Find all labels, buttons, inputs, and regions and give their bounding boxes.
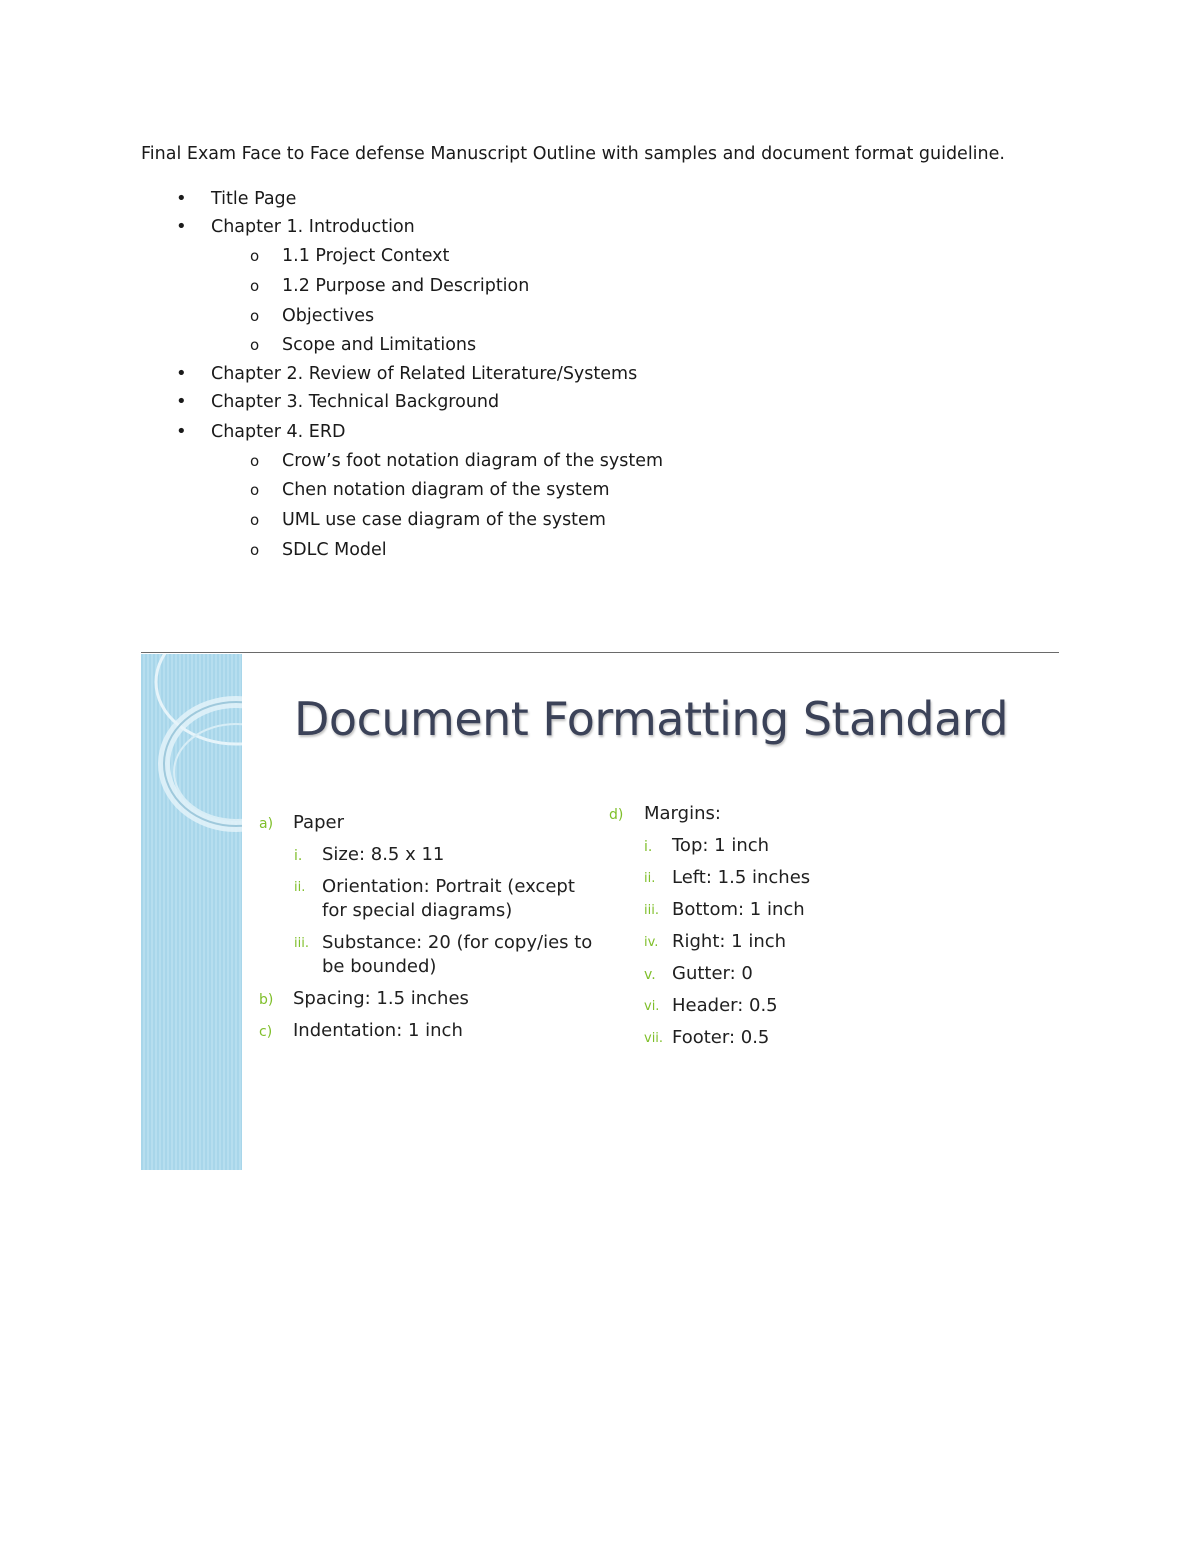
outline-item <box>176 216 415 238</box>
slide-item-label: ii. <box>644 871 656 886</box>
slide-item-label: b) <box>259 992 274 1008</box>
outline-item-text: Chapter 1. Introduction <box>211 217 415 237</box>
slide-item-label: vii. <box>644 1031 664 1046</box>
outline-subitem <box>250 509 606 531</box>
outline-item-text: UML use case diagram of the system <box>282 510 606 530</box>
circle-marker: o <box>250 481 260 499</box>
slide-item-label: iv. <box>644 935 659 950</box>
slide-item-text: Left: 1.5 inches <box>672 867 811 888</box>
outline-subitem <box>250 245 450 267</box>
slide-item-label: vi. <box>644 999 660 1014</box>
outline-subitem <box>250 334 477 356</box>
slide-item-text: Indentation: 1 inch <box>293 1020 463 1041</box>
slide-item-label: i. <box>644 839 653 855</box>
outline-item-text: SDLC Model <box>282 540 387 560</box>
slide-right-item <box>644 899 805 921</box>
slide-left-item <box>259 812 344 834</box>
slide-right-item <box>644 963 753 985</box>
slide-sidebar-decoration <box>141 654 242 1170</box>
slide-left-item <box>259 988 469 1010</box>
slide-title: Document Formatting Standard <box>294 692 1009 746</box>
outline-item-text: Chapter 3. Technical Background <box>211 392 500 412</box>
slide-item-label: d) <box>609 807 624 823</box>
outline-item-text: Chen notation diagram of the system <box>282 480 610 500</box>
bullet-marker: • <box>176 188 187 209</box>
slide-right-item <box>644 931 787 953</box>
outline-item-text: Title Page <box>211 189 297 209</box>
outline-item-text: Objectives <box>282 306 375 326</box>
slide-left-item <box>322 900 512 922</box>
intro-paragraph: Final Exam Face to Face defense Manuscript Outline with samples and document format guideline. <box>141 144 1005 164</box>
slide-item-label: ii. <box>294 880 306 895</box>
slide-item-text: Spacing: 1.5 inches <box>293 988 469 1009</box>
slide-item-label: i. <box>294 848 303 864</box>
slide-item-text: Header: 0.5 <box>672 995 778 1016</box>
slide-left-item <box>294 876 575 898</box>
slide-item-text: Top: 1 inch <box>672 835 770 856</box>
outline-subitem <box>250 539 387 561</box>
slide-left-item <box>322 956 436 978</box>
slide-item-label: a) <box>259 816 274 832</box>
outline-item <box>176 391 500 413</box>
slide-item-label: iii. <box>294 936 309 951</box>
slide-right-item <box>609 803 721 825</box>
slide-right-item <box>644 1027 770 1049</box>
outline-subitem <box>250 450 664 472</box>
slide-item-text: Substance: 20 (for copy/ies to <box>322 932 593 953</box>
slide-left-item <box>294 844 445 866</box>
circle-marker: o <box>250 307 260 325</box>
slide-right-item <box>644 995 778 1017</box>
slide-item-text: Gutter: 0 <box>672 963 753 984</box>
slide-item-text: Bottom: 1 inch <box>672 899 805 920</box>
outline-item-text: Scope and Limitations <box>282 335 477 355</box>
slide-item-label: c) <box>259 1024 273 1040</box>
slide-item-label: v. <box>644 967 656 983</box>
slide-item-label: iii. <box>644 903 659 918</box>
outline-item <box>176 363 638 385</box>
outline-item-text: Chapter 2. Review of Related Literature/Systems <box>211 364 638 384</box>
bullet-marker: • <box>176 421 187 442</box>
circle-marker: o <box>250 247 260 265</box>
slide-left-item <box>294 932 593 954</box>
circle-marker: o <box>250 511 260 529</box>
bullet-marker: • <box>176 363 187 384</box>
slide-right-item <box>644 867 811 889</box>
slide-item-text: Footer: 0.5 <box>672 1027 770 1048</box>
slide-item-text: Paper <box>293 812 344 833</box>
outline-subitem <box>250 479 610 501</box>
outline-item <box>176 188 297 210</box>
circle-marker: o <box>250 336 260 354</box>
outline-item-text: 1.2 Purpose and Description <box>282 276 530 296</box>
horizontal-rule <box>141 652 1059 653</box>
slide-right-item <box>644 835 770 857</box>
outline-subitem <box>250 275 530 297</box>
outline-item-text: Chapter 4. ERD <box>211 422 346 442</box>
outline-item <box>176 421 346 443</box>
formatting-slide-image <box>141 654 1059 1170</box>
slide-left-item <box>259 1020 463 1042</box>
slide-item-text: Size: 8.5 x 11 <box>322 844 445 865</box>
slide-item-text: be bounded) <box>322 956 437 977</box>
outline-item-text: Crow’s foot notation diagram of the system <box>282 451 664 471</box>
circle-marker: o <box>250 277 260 295</box>
outline-subitem <box>250 305 375 327</box>
slide-item-text: for special diagrams) <box>322 900 513 921</box>
slide-item-text: Right: 1 inch <box>672 931 787 952</box>
circle-marker: o <box>250 452 260 470</box>
outline-item-text: 1.1 Project Context <box>282 246 450 266</box>
bullet-marker: • <box>176 391 187 412</box>
slide-item-text: Orientation: Portrait (except <box>322 876 575 897</box>
slide-item-text: Margins: <box>644 803 721 824</box>
circle-marker: o <box>250 541 260 559</box>
bullet-marker: • <box>176 216 187 237</box>
